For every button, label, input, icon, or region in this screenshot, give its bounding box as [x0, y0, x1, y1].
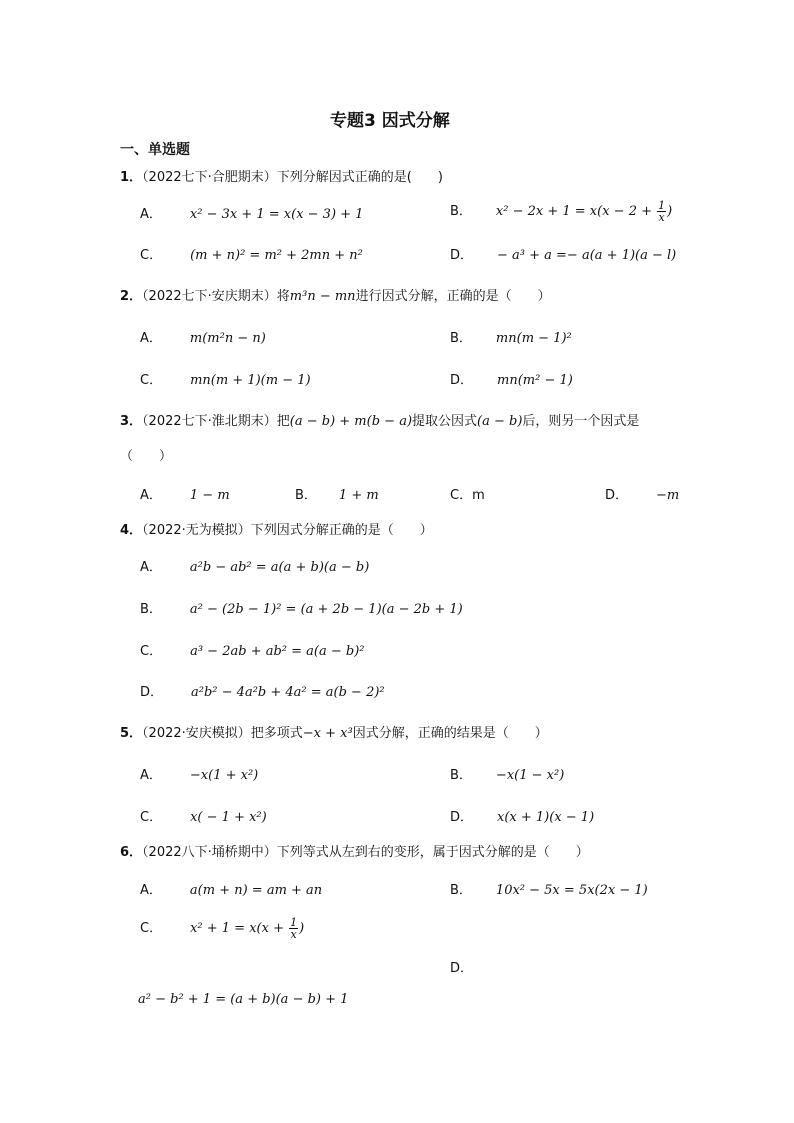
option-expression: −x(1 − x²): [495, 768, 565, 783]
fraction-numerator: 1: [290, 916, 298, 929]
option-label: B．: [140, 602, 162, 617]
option-expression: a³ − 2ab + ab² = a(a − b)²: [190, 644, 365, 659]
question-number: 4．: [120, 523, 143, 538]
option-expression: −m: [656, 488, 680, 503]
option-label: C．: [140, 921, 163, 936]
q2-option-b[interactable]: [450, 327, 572, 346]
option-expression: 1 − m: [189, 488, 230, 503]
question-source: （2022七下·合肥期末）: [142, 170, 277, 185]
question-source: （2022·无为模拟）: [142, 523, 251, 538]
option-label: D．: [605, 488, 629, 503]
q4-option-a[interactable]: [140, 556, 369, 575]
option-label: D．: [450, 373, 474, 388]
question-stem-part: 把: [276, 414, 290, 429]
q4-option-d[interactable]: [140, 681, 385, 700]
q6-option-a[interactable]: [140, 879, 322, 898]
q6-option-c[interactable]: [140, 917, 304, 940]
q4-option-b[interactable]: [140, 598, 463, 617]
question-source: （2022七下·淮北期末）: [142, 414, 277, 429]
q2-option-c[interactable]: [140, 369, 311, 388]
question-number: 6．: [120, 845, 143, 860]
option-expression: mn(m² − 1): [497, 373, 573, 388]
page-title: 专题3 因式分解: [330, 111, 450, 131]
question-stem: 下列因式分解正确的是（ ）: [250, 523, 433, 538]
question-number: 2．: [120, 289, 143, 304]
option-expression: a(m + n) = am + an: [189, 883, 323, 898]
option-expression: mn(m + 1)(m − 1): [190, 373, 311, 388]
fraction: [289, 917, 298, 940]
section-heading: 一、单选题: [120, 142, 190, 158]
q1-option-d[interactable]: [450, 244, 676, 263]
q3-option-d[interactable]: [605, 484, 679, 503]
option-label: B．: [450, 768, 472, 783]
option-label: A．: [140, 768, 162, 783]
question-source: （2022七下·安庆期末）: [142, 289, 277, 304]
option-expression: x² − 2x + 1 = x(x − 2 +: [495, 204, 657, 219]
q5-option-a[interactable]: [140, 764, 258, 783]
option-label: A．: [140, 883, 162, 898]
question-stem-part: 把多项式: [250, 726, 303, 741]
q3-option-a[interactable]: [140, 484, 230, 503]
option-expression-end: ): [299, 921, 305, 936]
q6-option-b[interactable]: [450, 879, 648, 898]
q4-option-c[interactable]: [140, 640, 364, 659]
option-expression: (m + n)² = m² + 2mn + n²: [190, 248, 363, 263]
option-expression: mn(m − 1)²: [495, 331, 572, 346]
option-label: A．: [140, 488, 162, 503]
q2-option-d[interactable]: [450, 369, 573, 388]
q5-option-c[interactable]: [140, 806, 267, 825]
fraction-denominator: x: [658, 211, 665, 224]
option-expression-end: ): [667, 204, 673, 219]
q1-option-a[interactable]: [140, 203, 363, 222]
option-label: D．: [450, 810, 474, 825]
option-expression: a² − (2b − 1)² = (a + 2b − 1)(a − 2b + 1): [189, 602, 463, 617]
option-label: C．: [140, 644, 163, 659]
question-stem-part: 后，则另一个因式是: [522, 414, 640, 429]
fraction-denominator: x: [290, 928, 297, 941]
question-5: [120, 722, 548, 741]
question-1: [120, 166, 443, 185]
q3-option-b[interactable]: [295, 484, 379, 503]
question-3-blank: （ ）: [120, 449, 173, 464]
q6-option-d[interactable]: [138, 992, 348, 1007]
question-4: [120, 519, 433, 538]
option-expression: x(x + 1)(x − 1): [497, 810, 595, 825]
option-expression: a² − b² + 1 = (a + b)(a − b) + 1: [138, 992, 349, 1007]
option-label: C．: [140, 373, 163, 388]
option-label: A．: [140, 207, 162, 222]
stem-expression: (a − b) + m(b − a): [289, 414, 413, 429]
question-stem: 下列分解因式正确的是( ): [276, 170, 443, 185]
option-expression: m(m²n − n): [189, 331, 266, 346]
question-stem-part: 将: [276, 289, 290, 304]
option-label: C．: [140, 810, 163, 825]
option-label: B．: [295, 488, 317, 503]
option-expression: 1 + m: [338, 488, 379, 503]
q1-option-b[interactable]: [450, 200, 672, 223]
stem-expression: m³n − mn: [289, 289, 356, 304]
q5-option-d[interactable]: [450, 806, 594, 825]
option-label: C．: [140, 248, 163, 263]
question-number: 1．: [120, 170, 143, 185]
fraction-numerator: 1: [658, 199, 666, 212]
q5-option-b[interactable]: [450, 764, 564, 783]
q2-option-a[interactable]: [140, 327, 266, 346]
option-expression: x² + 1 = x(x +: [190, 921, 289, 936]
question-6: [120, 841, 589, 860]
fraction: [657, 200, 666, 223]
stem-expression: (a − b): [477, 414, 523, 429]
question-source: （2022八下·埇桥期中）: [142, 845, 277, 860]
option-label: B．: [450, 883, 472, 898]
question-stem-part: 进行因式分解，正确的是（ ）: [355, 289, 551, 304]
question-number: 3．: [120, 414, 143, 429]
option-expression: a²b − ab² = a(a + b)(a − b): [189, 560, 370, 575]
option-label: A．: [140, 560, 162, 575]
option-label: B．: [450, 331, 472, 346]
option-label: D．: [140, 685, 164, 700]
question-stem-part: 提取公因式: [412, 414, 478, 429]
question-2: [120, 285, 551, 304]
option-label: A．: [140, 331, 162, 346]
question-3: [120, 410, 639, 429]
option-expression: a²b² − 4a²b + 4a² = a(b − 2)²: [191, 685, 385, 700]
option-label: C．m: [450, 488, 485, 503]
question-stem: 下列等式从左到右的变形，属于因式分解的是（ ）: [276, 845, 589, 860]
question-source: （2022·安庆模拟）: [142, 726, 251, 741]
option-expression: − a³ + a =− a(a + 1)(a − l): [497, 248, 677, 263]
question-number: 5．: [120, 726, 143, 741]
option-expression: −x(1 + x²): [189, 768, 259, 783]
option-label: B．: [450, 204, 472, 219]
option-expression: x( − 1 + x²): [190, 810, 267, 825]
q6-option-d-label[interactable]: D．: [450, 961, 474, 976]
option-expression: 10x² − 5x = 5x(2x − 1): [495, 883, 648, 898]
q1-option-c[interactable]: [140, 244, 363, 263]
stem-expression: −x + x³: [302, 726, 353, 741]
option-label: D．: [450, 248, 474, 263]
question-stem-part: 因式分解，正确的结果是（ ）: [352, 726, 548, 741]
option-expression: x² − 3x + 1 = x(x − 3) + 1: [189, 207, 364, 222]
q3-option-c[interactable]: [450, 484, 485, 503]
